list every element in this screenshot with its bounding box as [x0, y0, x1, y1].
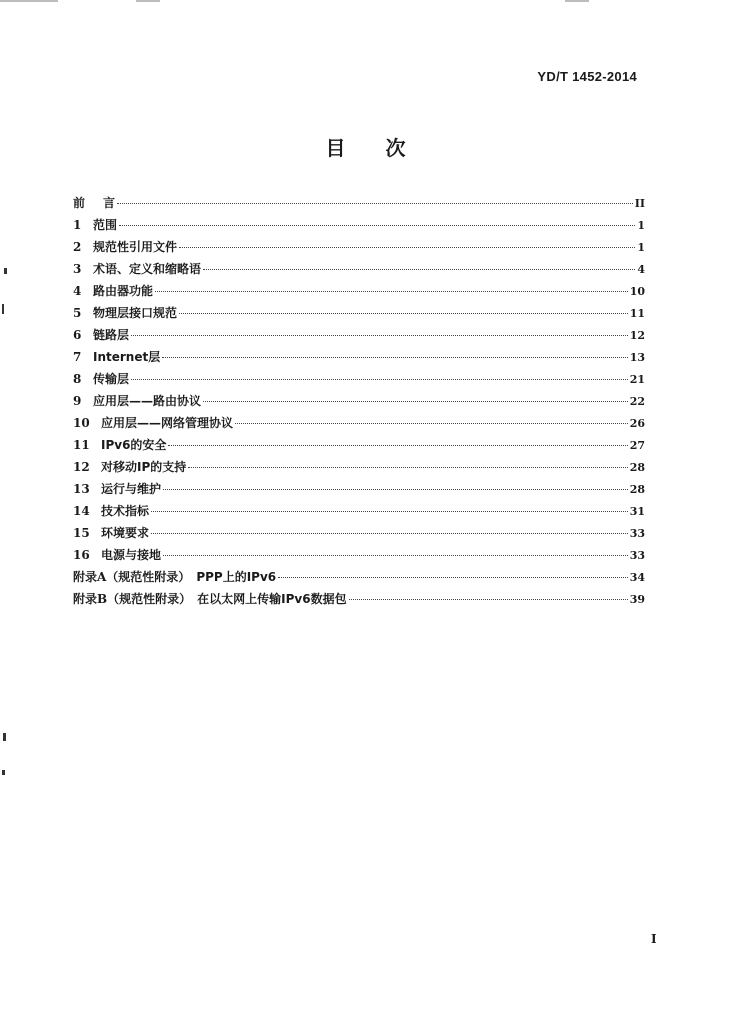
toc-leader-dots: [163, 489, 628, 490]
toc-leader-dots: [117, 203, 633, 204]
toc-entry-appendix[interactable]: [73, 590, 645, 612]
page-number: I: [651, 932, 657, 946]
toc-entry-number: 附录A（规范性附录）: [73, 570, 191, 584]
toc-entry-number: 3: [73, 262, 82, 276]
toc-entry-number: 10: [73, 416, 90, 430]
toc-entry-page: 31: [629, 505, 645, 518]
toc-entry-label: 对移动IP的支持: [101, 460, 187, 474]
toc-entry-appendix[interactable]: [73, 568, 645, 590]
toc-entry[interactable]: [73, 238, 645, 260]
toc-entry-label: 术语、定义和缩略语: [93, 262, 202, 276]
toc-entry-page: 34: [629, 571, 645, 584]
toc-entry-page: 28: [629, 483, 645, 496]
toc-leader-dots: [151, 511, 628, 512]
toc-entry-label: 范围: [93, 218, 118, 232]
toc-entry-label: 电源与接地: [101, 548, 162, 562]
toc-entry-label: 规范性引用文件: [93, 240, 178, 254]
toc-entry-page: 39: [629, 593, 645, 606]
toc-entry[interactable]: [73, 348, 645, 370]
toc-entry-label: IPv6的安全: [101, 438, 167, 452]
scan-artifact: [136, 0, 160, 2]
toc-leader-dots: [235, 423, 628, 424]
toc-entry-page: 1: [637, 219, 645, 232]
toc-entry-label: 路由器功能: [93, 284, 154, 298]
toc-entry-label: 链路层: [93, 328, 130, 342]
toc-entry-number: 5: [73, 306, 82, 320]
toc-entry-number: 附录B（规范性附录）: [73, 592, 192, 606]
toc-entry-number: 7: [73, 350, 82, 364]
toc-leader-dots: [119, 225, 635, 226]
toc-entry-number: 12: [73, 460, 90, 474]
toc-leader-dots: [203, 269, 635, 270]
toc-entry[interactable]: [73, 524, 645, 546]
toc-entry[interactable]: [73, 304, 645, 326]
toc-leader-dots: [155, 291, 628, 292]
toc-leader-dots: [349, 599, 628, 600]
toc-entry-page: 4: [637, 263, 645, 276]
toc-leader-dots: [168, 445, 627, 446]
toc-leader-dots: [163, 555, 628, 556]
toc-leader-dots: [179, 313, 628, 314]
toc-entry-number: 16: [73, 548, 90, 562]
toc-leader-dots: [188, 467, 627, 468]
toc-leader-dots: [203, 401, 628, 402]
toc-entry-page: 13: [629, 351, 645, 364]
scan-artifact: [565, 0, 589, 2]
toc-entry[interactable]: [73, 392, 645, 414]
toc-entry-page: 11: [629, 307, 645, 320]
table-of-contents: [73, 194, 645, 612]
toc-entry-page: 10: [629, 285, 645, 298]
toc-leader-dots: [162, 357, 627, 358]
scan-artifact: [4, 268, 7, 274]
toc-entry-label: 运行与维护: [101, 482, 162, 496]
title-char-1: 目: [325, 136, 348, 160]
toc-entry-label: 言: [103, 196, 116, 210]
toc-entry-label: 应用层——网络管理协议: [101, 416, 234, 430]
toc-entry-number: 11: [73, 438, 90, 452]
toc-entry-number: 14: [73, 504, 90, 518]
toc-entry-page: 1: [637, 241, 645, 254]
toc-entry-number: 15: [73, 526, 90, 540]
toc-entry-label: 应用层——路由协议: [93, 394, 202, 408]
toc-leader-dots: [179, 247, 635, 248]
toc-entry-number: 6: [73, 328, 82, 342]
toc-entry-label: Internet层: [93, 350, 161, 364]
toc-entry[interactable]: [73, 282, 645, 304]
toc-entry[interactable]: [73, 480, 645, 502]
toc-entry-number: 4: [73, 284, 82, 298]
toc-leader-dots: [131, 335, 628, 336]
toc-leader-dots: [151, 533, 628, 534]
toc-entry-page: II: [634, 197, 645, 210]
standard-code: YD/T 1452-2014: [537, 69, 637, 84]
toc-leader-dots: [278, 577, 628, 578]
toc-entry-label: 技术指标: [101, 504, 150, 518]
toc-entry-page: 26: [629, 417, 645, 430]
toc-entry-page: 27: [629, 439, 645, 452]
toc-entry-number: 13: [73, 482, 90, 496]
toc-entry[interactable]: [73, 326, 645, 348]
scan-artifact: [2, 770, 5, 775]
scan-artifact: [3, 733, 6, 741]
toc-entry-page: 33: [629, 549, 645, 562]
toc-entry[interactable]: [73, 370, 645, 392]
toc-entry-label: 环境要求: [101, 526, 150, 540]
toc-entry-page: 22: [629, 395, 645, 408]
toc-entry-number: 2: [73, 240, 82, 254]
toc-entry[interactable]: [73, 436, 645, 458]
toc-entry-number: 9: [73, 394, 82, 408]
toc-entry-label: 传输层: [93, 372, 130, 386]
toc-leader-dots: [131, 379, 628, 380]
toc-entry[interactable]: [73, 216, 645, 238]
toc-entry[interactable]: [73, 260, 645, 282]
toc-entry-number: 8: [73, 372, 82, 386]
page-title: [0, 132, 733, 161]
toc-entry[interactable]: [73, 458, 645, 480]
toc-entry-page: 21: [629, 373, 645, 386]
toc-entry-number: 1: [73, 218, 82, 232]
toc-entry[interactable]: [73, 502, 645, 524]
toc-entry-number: 前: [73, 196, 86, 210]
scan-artifact: [2, 304, 4, 314]
toc-entry-label: PPP上的IPv6: [196, 570, 277, 584]
toc-entry-page: 28: [629, 461, 645, 474]
toc-entry[interactable]: [73, 546, 645, 568]
scan-artifact: [0, 0, 58, 2]
toc-entry-label: 物理层接口规范: [93, 306, 178, 320]
toc-entry[interactable]: [73, 194, 645, 216]
toc-entry-label: 在以太网上传输IPv6数据包: [197, 592, 347, 606]
toc-entry[interactable]: [73, 414, 645, 436]
title-char-2: 次: [385, 136, 408, 160]
toc-entry-page: 33: [629, 527, 645, 540]
toc-entry-page: 12: [629, 329, 645, 342]
